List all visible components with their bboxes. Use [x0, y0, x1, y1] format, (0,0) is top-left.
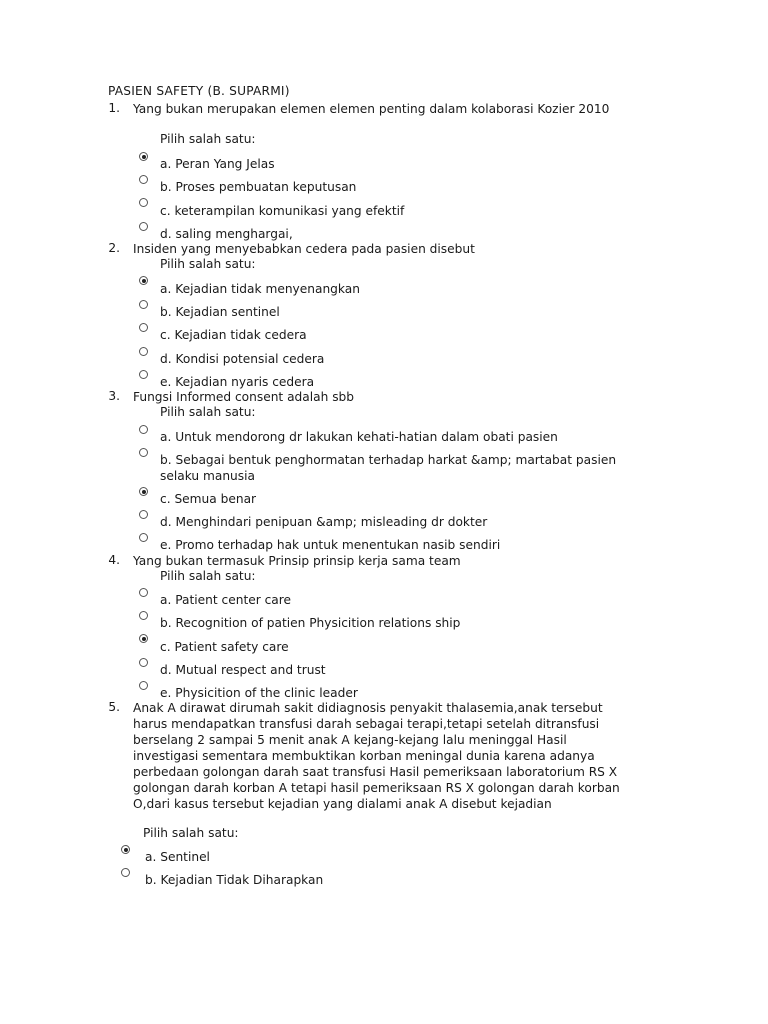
question-3-option-a-radio[interactable] [139, 425, 148, 434]
question-1-option-b-label: b. Proses pembuatan keputusan [160, 180, 357, 194]
question-5-option-b-radio[interactable] [121, 868, 130, 877]
question-3-number: 3. [108, 389, 120, 403]
question-5-text: Anak A dirawat dirumah sakit didiagnosis penyakit thalasemia,anak tersebut harus mendapatkan transfusi darah sebagai terapi,tetapi setelah ditransfusi berselang 2 sampai 5 menit anak A kejang-kejang lalu meninggal Hasil investigasi sementara membuktikan korban meningal dunia karena adanya perbedaan golongan darah saat transfusi Hasil pemeriksaan laboratorium RS X golongan darah korban A tetapi hasil pemeriksaan RS X golongan darah korban O,dari kasus tersebut kejadian yang dialami anak A disebut kejadian [133, 701, 620, 811]
question-3-text: Fungsi Informed consent adalah sbb [133, 390, 355, 404]
question-4-option-e-label: e. Physicition of the clinic leader [160, 686, 358, 700]
question-3-option-b-label: b. Sebagai bentuk penghormatan terhadap harkat &amp; martabat pasien selaku manusia [160, 453, 617, 483]
question-3-prompt: Pilih salah satu: [160, 405, 256, 419]
question-2-option-b-label: b. Kejadian sentinel [160, 305, 280, 319]
question-4-number: 4. [108, 553, 120, 567]
question-2-number: 2. [108, 241, 120, 255]
question-3-option-e-radio[interactable] [139, 533, 148, 542]
question-4-option-e-radio[interactable] [139, 681, 148, 690]
question-1-text: Yang bukan merupakan elemen elemen penting dalam kolaborasi Kozier 2010 [133, 102, 610, 116]
question-4-prompt: Pilih salah satu: [160, 569, 256, 583]
question-1-option-a-label: a. Peran Yang Jelas [160, 157, 275, 171]
question-2-prompt: Pilih salah satu: [160, 257, 256, 271]
question-1-option-b-radio[interactable] [139, 175, 148, 184]
question-1-option-c-radio[interactable] [139, 198, 148, 207]
question-3-option-d-radio[interactable] [139, 510, 148, 519]
question-3-option-e-label: e. Promo terhadap hak untuk menentukan nasib sendiri [160, 538, 501, 552]
question-1-option-a-radio[interactable] [139, 152, 148, 161]
question-2-option-b-radio[interactable] [139, 300, 148, 309]
question-5-number: 5. [108, 700, 120, 714]
question-2-option-a-radio[interactable] [139, 276, 148, 285]
question-4-option-b-radio[interactable] [139, 611, 148, 620]
question-2-option-d-radio[interactable] [139, 347, 148, 356]
question-5-option-a-label: a. Sentinel [145, 850, 210, 864]
question-2-option-c-radio[interactable] [139, 323, 148, 332]
question-3-option-b-radio[interactable] [139, 448, 148, 457]
question-4-option-c-radio[interactable] [139, 634, 148, 643]
question-1-prompt: Pilih salah satu: [160, 132, 256, 146]
question-2-option-d-label: d. Kondisi potensial cedera [160, 352, 325, 366]
question-1-option-d-radio[interactable] [139, 222, 148, 231]
question-5-option-a-radio[interactable] [121, 845, 130, 854]
question-2-option-c-label: c. Kejadian tidak cedera [160, 328, 307, 342]
question-4-option-c-label: c. Patient safety care [160, 640, 289, 654]
question-2-option-e-label: e. Kejadian nyaris cedera [160, 375, 315, 389]
question-1-option-c-label: c. keterampilan komunikasi yang efektif [160, 204, 405, 218]
question-3-option-c-radio[interactable] [139, 487, 148, 496]
question-5-option-b-label: b. Kejadian Tidak Diharapkan [145, 873, 324, 887]
question-2-option-e-radio[interactable] [139, 370, 148, 379]
question-3-option-d-label: d. Menghindari penipuan &amp; misleading dr dokter [160, 515, 488, 529]
question-2-text: Insiden yang menyebabkan cedera pada pasien disebut [133, 242, 475, 256]
question-4-option-b-label: b. Recognition of patien Physicition relations ship [160, 616, 461, 630]
question-1-number: 1. [108, 101, 120, 115]
question-2-option-a-label: a. Kejadian tidak menyenangkan [160, 282, 360, 296]
question-3-option-a-label: a. Untuk mendorong dr lakukan kehati-hatian dalam obati pasien [160, 430, 558, 444]
document-title: PASIEN SAFETY (B. SUPARMI) [108, 84, 290, 98]
question-4-option-a-radio[interactable] [139, 588, 148, 597]
question-1-option-d-label: d. saling menghargai, [160, 227, 293, 241]
question-4-option-d-label: d. Mutual respect and trust [160, 663, 326, 677]
question-3-option-c-label: c. Semua benar [160, 492, 257, 506]
question-4-option-d-radio[interactable] [139, 658, 148, 667]
question-4-text: Yang bukan termasuk Prinsip prinsip kerja sama team [133, 554, 461, 568]
question-4-option-a-label: a. Patient center care [160, 593, 292, 607]
question-5-prompt: Pilih salah satu: [143, 826, 239, 840]
